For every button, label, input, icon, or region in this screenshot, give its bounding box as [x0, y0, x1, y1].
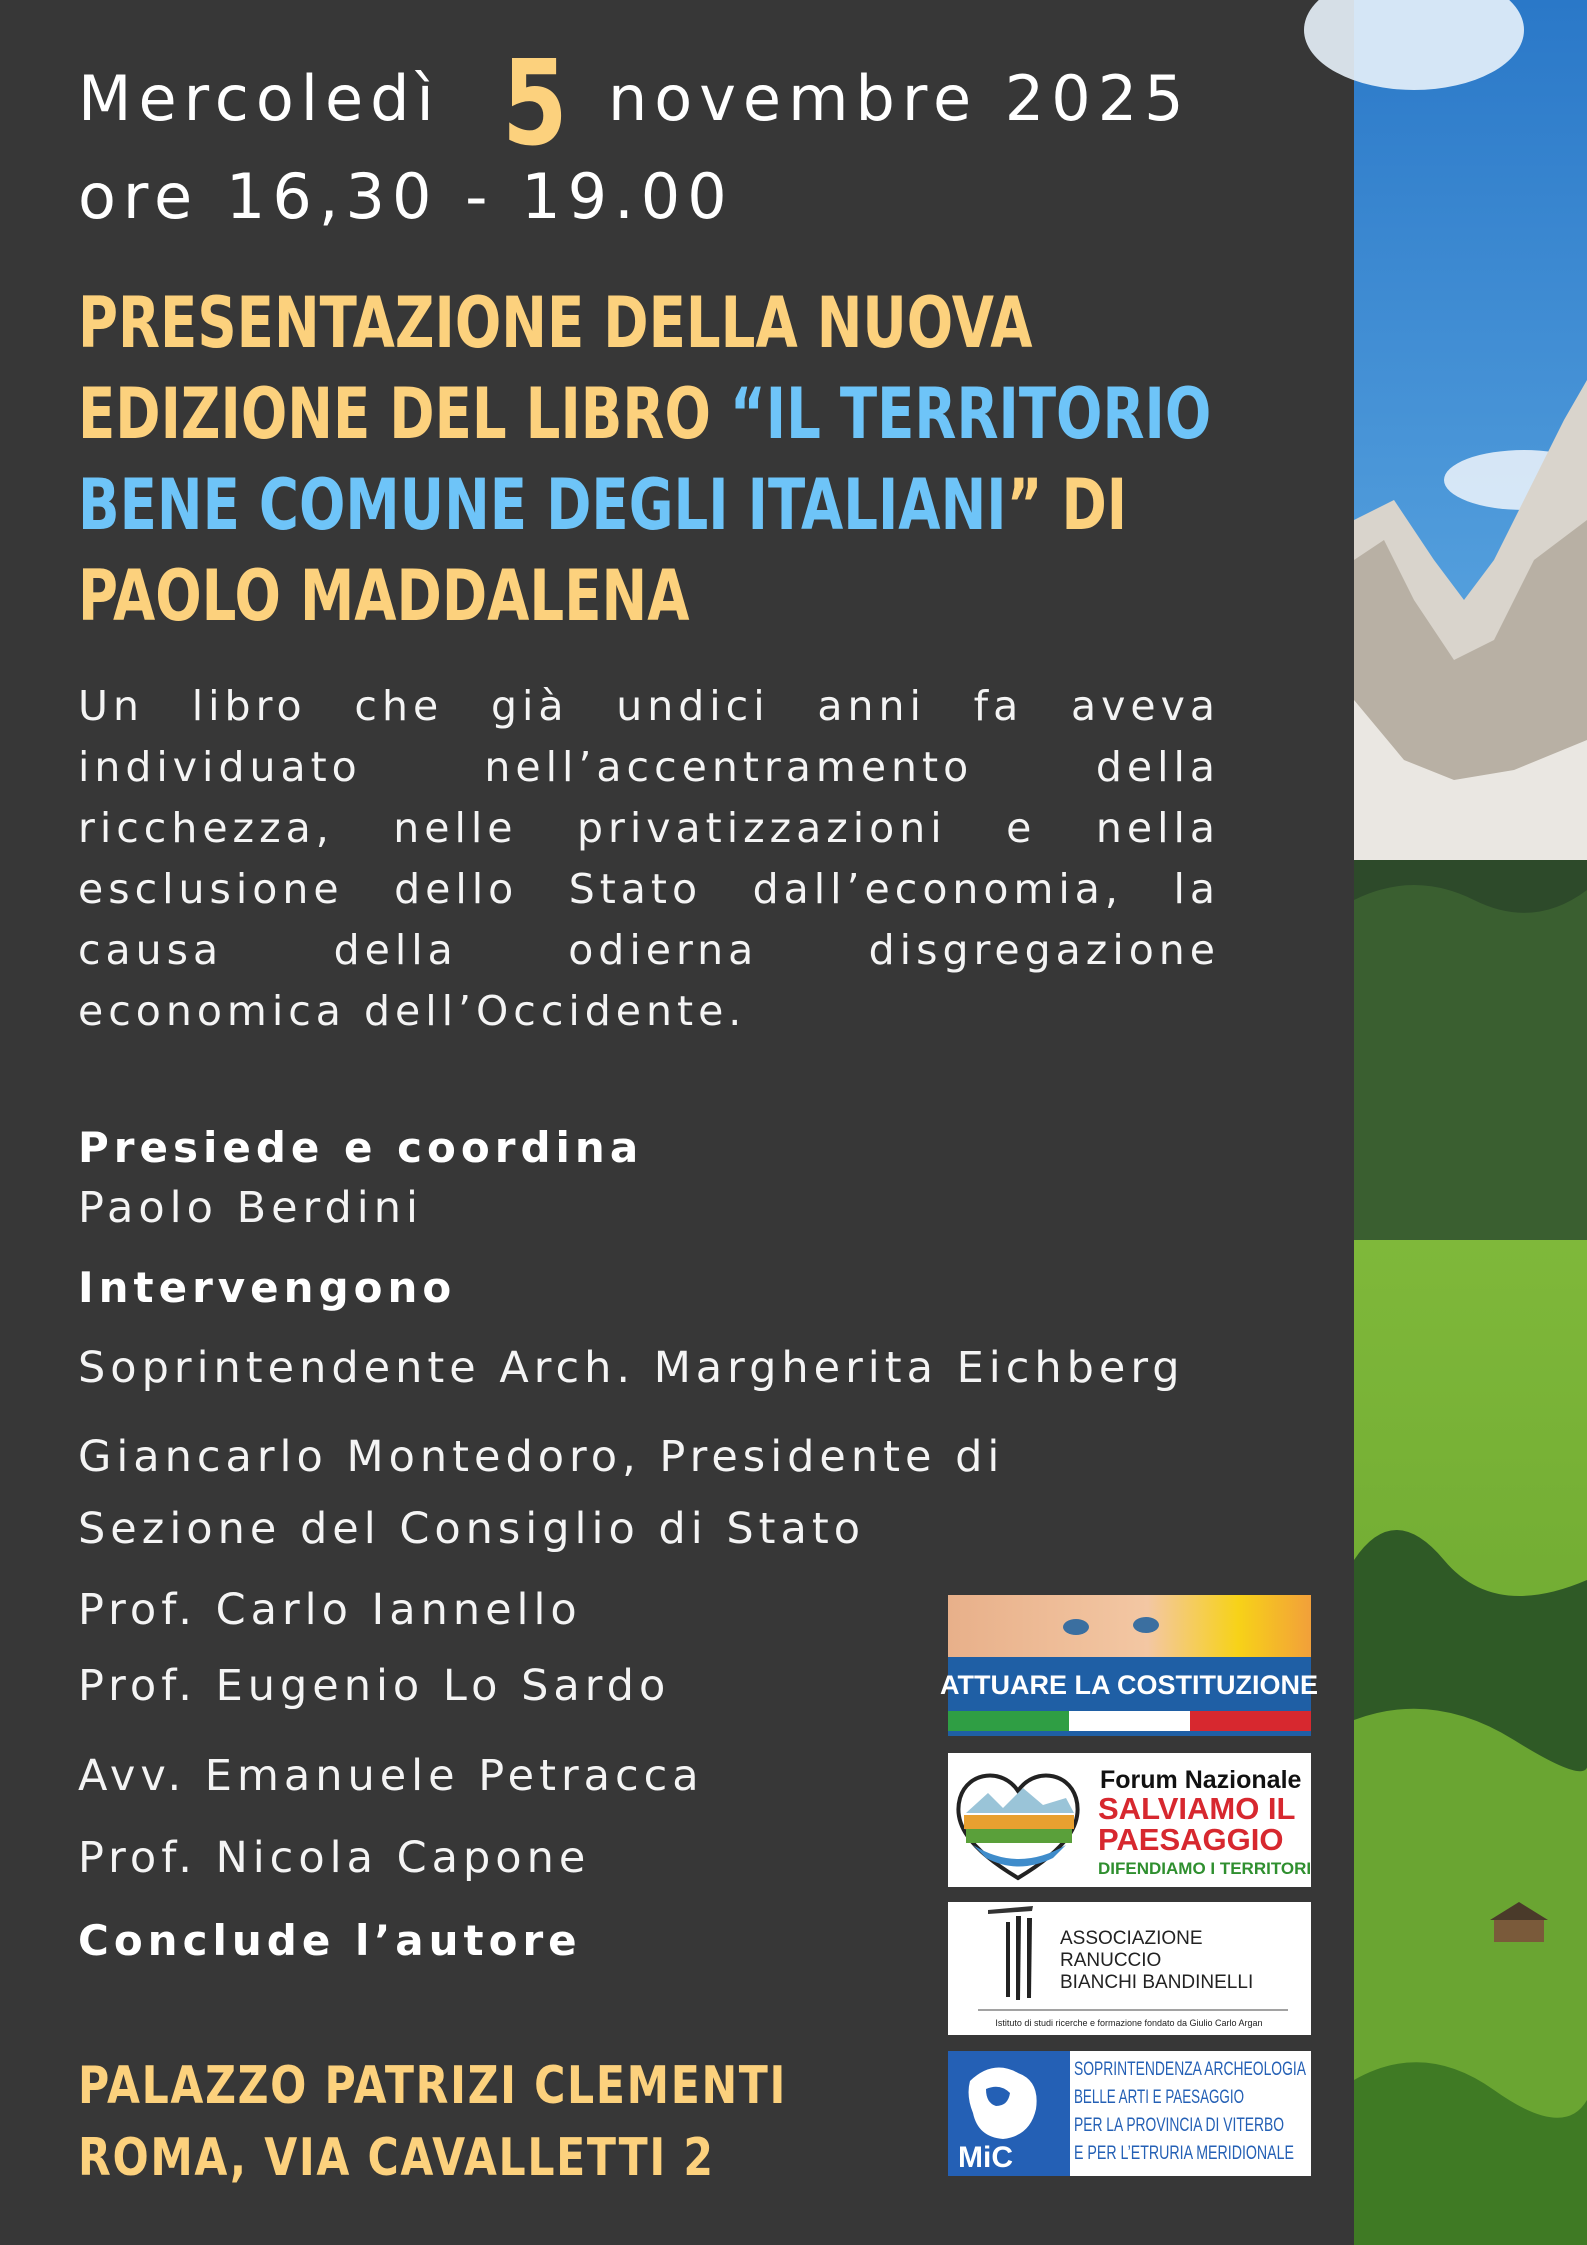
svg-text:DIFENDIAMO I TERRITORI: DIFENDIAMO I TERRITORI: [1098, 1859, 1312, 1878]
speaker-item: Giancarlo Montedoro, Presidente di: [78, 1432, 1005, 1482]
book-title-part-1: “IL TERRITORIO: [729, 373, 1212, 455]
svg-text:BIANCHI BANDINELLI: BIANCHI BANDINELLI: [1060, 1972, 1254, 1993]
intro-line: causa della odierna disgregazione: [78, 926, 1220, 974]
svg-text:RANUCCIO: RANUCCIO: [1060, 1950, 1162, 1971]
date-month-year: novembre 2025: [608, 62, 1191, 135]
svg-text:SALVIAMO IL: SALVIAMO IL: [1098, 1791, 1296, 1826]
speaker-item: Prof. Nicola Capone: [78, 1833, 591, 1883]
intro-line: ricchezza, nelle privatizzazioni e nella: [78, 804, 1220, 852]
chair-label: Presiede e coordina: [78, 1123, 644, 1172]
title-line-2: [78, 369, 1212, 460]
svg-text:BELLE ARTI E PAESAGGIO: BELLE ARTI E PAESAGGIO: [1074, 2087, 1244, 2108]
bianchi-bandinelli-logo: [948, 1902, 1311, 2035]
title-line-3b: ” DI: [1006, 464, 1128, 546]
svg-text:E PER L’ETRURIA MERIDIONALE: E PER L’ETRURIA MERIDIONALE: [1074, 2143, 1294, 2164]
event-date: [78, 34, 1308, 172]
svg-text:PER LA PROVINCIA DI VITERBO: PER LA PROVINCIA DI VITERBO: [1074, 2115, 1284, 2136]
venue-line-1: PALAZZO PATRIZI CLEMENTI: [78, 2056, 788, 2116]
svg-text:MiC: MiC: [958, 2141, 1013, 2174]
title-line-1: PRESENTAZIONE DELLA NUOVA: [78, 282, 1033, 364]
date-weekday: Mercoledì: [78, 62, 441, 135]
speaker-item: Sezione del Consiglio di Stato: [78, 1504, 866, 1554]
intro-line: individuato nell’accentramento della: [78, 743, 1220, 791]
speaker-item: Prof. Eugenio Lo Sardo: [78, 1661, 671, 1711]
speaker-item: Prof. Carlo Iannello: [78, 1585, 582, 1635]
svg-text:Forum Nazionale: Forum Nazionale: [1100, 1766, 1302, 1794]
salviamo-paesaggio-logo: [948, 1753, 1311, 1887]
intro-paragraph: [78, 676, 1220, 1042]
svg-text:PAESAGGIO: PAESAGGIO: [1098, 1822, 1284, 1857]
venue: [78, 2050, 943, 2194]
speakers-label: Intervengono: [78, 1263, 457, 1312]
event-time: ore 16,30 - 19.00: [78, 160, 734, 233]
attuare-costituzione-logo: [940, 1595, 1318, 1736]
closing-label: Conclude l’autore: [78, 1916, 582, 1965]
attuare-text: ATTUARE LA COSTITUZIONE: [940, 1670, 1318, 1700]
venue-line-2: ROMA, VIA CAVALLETTI 2: [78, 2128, 715, 2188]
event-title: [78, 278, 1338, 642]
speaker-item: Soprintendente Arch. Margherita Eichberg: [78, 1343, 1185, 1393]
book-title-part-2: BENE COMUNE DEGLI ITALIANI: [78, 464, 1007, 546]
svg-text:SOPRINTENDENZA ARCHEOLOGIA: SOPRINTENDENZA ARCHEOLOGIA: [1074, 2059, 1307, 2080]
date-day: 5: [502, 34, 568, 172]
landscape-photo: [1354, 0, 1587, 2245]
title-line-4: PAOLO MADDALENA: [78, 555, 690, 637]
svg-text:ASSOCIAZIONE: ASSOCIAZIONE: [1060, 1928, 1203, 1949]
chair-name: Paolo Berdini: [78, 1183, 423, 1233]
intro-line: economica dell’Occidente.: [78, 987, 747, 1035]
title-line-2a: EDIZIONE DEL LIBRO: [78, 373, 730, 455]
mic-soprintendenza-logo: [948, 2051, 1311, 2176]
svg-text:Istituto di studi ricerche e f: Istituto di studi ricerche e formazione fondato da Giulio Carlo Argan: [995, 2018, 1263, 2028]
speaker-item: Avv. Emanuele Petracca: [78, 1751, 704, 1801]
intro-line: esclusione dello Stato dall’economia, la: [78, 865, 1220, 913]
intro-line: Un libro che già undici anni fa aveva: [78, 682, 1220, 730]
title-line-3: [78, 460, 1128, 551]
